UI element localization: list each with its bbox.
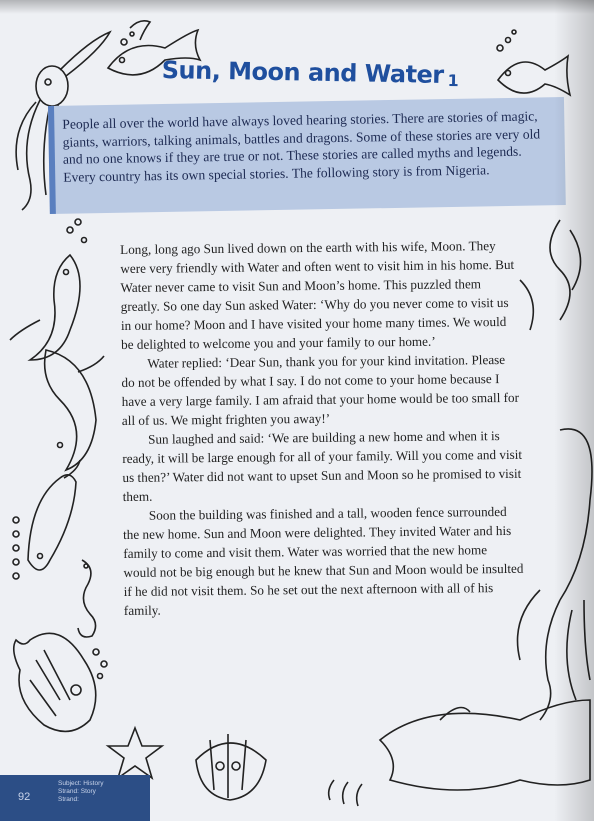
story-paragraph: Soon the building was finished and a tall, wooden fence surrounded the new home. Sun and Moon were delighted. They invited Water and his family to come and visit them. Water was worried that the new home would not be big enough but he knew that Sun and Moon would be insulted if he did not visit them. So he set out the next afternoon with all of his family.	[123, 503, 524, 618]
footer-meta	[58, 780, 104, 804]
title-number: 1	[447, 70, 459, 91]
bubbles-left	[13, 219, 87, 579]
story-paragraph: Long, long ago Sun lived down on the earth with his wife, Moon. They were very friendly with Water and often went to visit him in his home. But Water never came to visit Sun and Moon’s home. This puzzled them greatly. So one day Sun asked Water: ‘Why do you never come to visit us in our home? Moon and I have visited your home many times. We would be delighted to welcome you and your family to our home.’	[120, 238, 515, 352]
fish-midleft-drawing	[45, 350, 104, 470]
page-title	[161, 56, 491, 91]
footer-subject: Subject: History	[58, 780, 104, 787]
story-paragraph: Sun laughed and said: ‘We are building a new home and when it is ready, it will be large enough for all of your family. Will you come and visit us then?’ Water did not want to upset Sun and Moon so he promised to visit them.	[122, 428, 523, 504]
footer-strand2: Strand:	[58, 796, 79, 803]
page-number: 92	[18, 791, 31, 803]
title-text: Sun, Moon and Water	[161, 56, 444, 89]
clam-drawing	[196, 734, 266, 800]
page-footer	[0, 775, 150, 821]
page-shadow-top	[0, 0, 594, 14]
page-shadow-right	[554, 0, 594, 821]
starfish-drawing	[108, 728, 162, 778]
footer-strand: Strand: Story	[58, 788, 96, 795]
seahorse-drawing	[78, 560, 96, 637]
intro-text: People all over the world have always loved hearing stories. There are stories of magic, giants, warriors, talking animals, battles and dragons. Some of these stories are very old and no one knows if they are true or not. These stories are called myths and legends. Every country has its own special stories. The following story is from Nigeria.	[62, 108, 541, 185]
story-paragraph: Water replied: ‘Dear Sun, thank you for your kind invitation. Please do not be offended by what I say. I do not come to your home because I have a very large family. I am afraid that your home would be too small for all of us. We might frighten you away!’	[121, 351, 520, 428]
story-body	[120, 236, 524, 620]
intro-box	[48, 97, 566, 214]
fish-lowerleft-drawing	[28, 460, 80, 570]
swordfish-left-drawing	[10, 255, 80, 360]
fish-bottomleft-drawing	[14, 633, 107, 731]
waves-bottom	[329, 780, 362, 806]
